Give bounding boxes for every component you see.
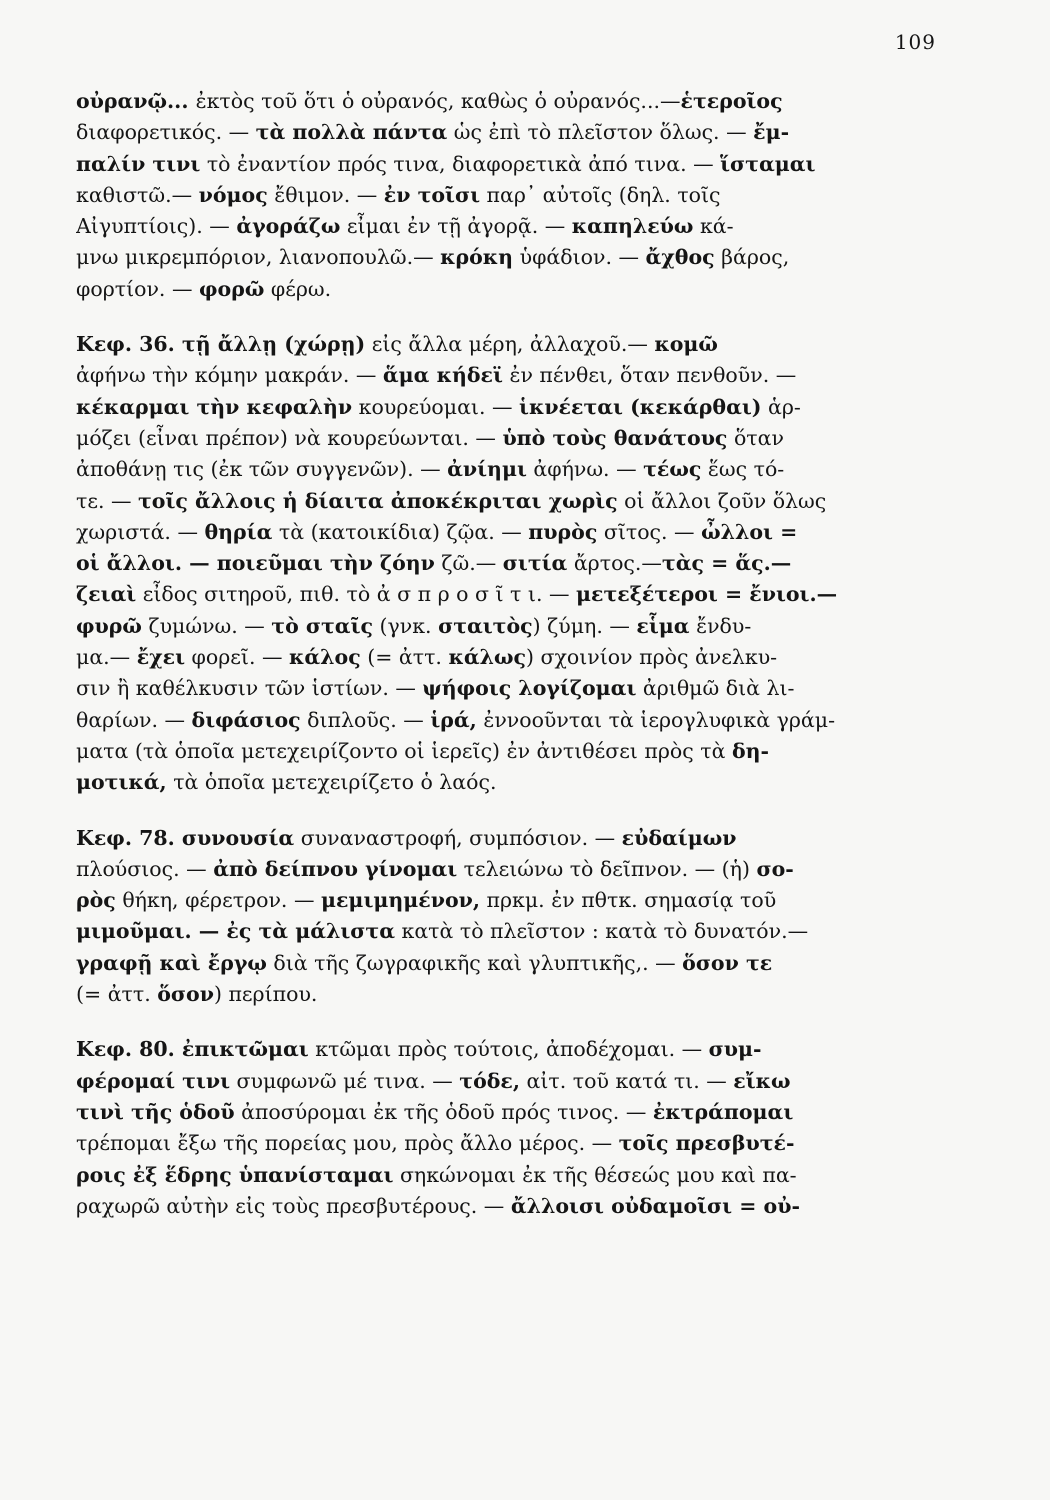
gloss-text: θαρίων. —	[76, 707, 192, 732]
text-line	[76, 979, 936, 1010]
gloss-text: τε. —	[76, 488, 139, 513]
text-line	[76, 948, 936, 979]
headword: εἴκω	[733, 1068, 791, 1093]
headword: ἄλλοισι οὐδαμοῖσι = οὐ-	[510, 1193, 800, 1218]
gloss-text: τελειώνω τὸ δεῖπνον. — (ἡ)	[457, 856, 757, 881]
gloss-text: μα.—	[76, 645, 137, 670]
text-line	[76, 274, 936, 305]
gloss-text: πλούσιος. —	[76, 856, 214, 881]
gloss-text: ὑφάδιον. —	[513, 245, 646, 270]
gloss-text: (= ἀττ.	[360, 645, 449, 670]
gloss-text: Αἰγυπτίοις). —	[76, 214, 237, 239]
headword: συμ-	[708, 1037, 762, 1062]
gloss-text: θήκη, φέρετρον. —	[115, 888, 321, 913]
headword: ἀγοράζω	[236, 214, 341, 239]
text-line	[76, 149, 936, 180]
gloss-text: καθιστῶ.—	[76, 182, 199, 207]
text-line	[76, 885, 936, 916]
gloss-text: ἔνδυ-	[689, 613, 752, 638]
headword: ἀνίημι	[447, 457, 527, 482]
gloss-text: ἀριθμῶ διὰ λι-	[636, 676, 795, 701]
headword: ἵσταμαι	[720, 151, 816, 176]
headword: ἔμ-	[753, 120, 790, 145]
gloss-text: σηκώνομαι ἐκ τῆς θέσεώς μου καὶ πα-	[393, 1162, 797, 1187]
headword: σταιτὸς	[438, 613, 533, 638]
text-line	[76, 611, 936, 642]
headword: κέκαρμαι τὴν κεφαλὴν	[76, 394, 353, 419]
text-line	[76, 1160, 936, 1191]
headword: ἄχθος	[645, 245, 715, 270]
gloss-text: εἰς ἄλλα μέρη, ἀλλαχοῦ.—	[365, 332, 655, 357]
headword: Κεφ. 78. συνουσία	[76, 825, 295, 850]
gloss-text: εἶμαι ἐν τῇ ἀγορᾷ. —	[340, 214, 572, 239]
headword: Κεφ. 80. ἐπικτῶμαι	[76, 1037, 309, 1062]
gloss-text: ὅταν	[727, 425, 784, 450]
text-line	[76, 86, 936, 117]
text-line	[76, 242, 936, 273]
headword: ἐκτράπομαι	[652, 1099, 794, 1124]
headword: μιμοῦμαι. — ἐς τὰ μάλιστα	[76, 919, 395, 944]
headword: τοῖς ἄλλοις ἡ δίαιτα ἀποκέκριται χωρὶς	[138, 488, 618, 513]
headword: φυρῶ	[76, 613, 142, 638]
headword: διφάσιος	[191, 707, 301, 732]
gloss-text: κουρεύομαι. —	[352, 394, 520, 419]
headword: τοῖς πρεσβυτέ-	[618, 1131, 795, 1156]
headword: σιτία	[502, 551, 568, 576]
gloss-text: ἐκτὸς τοῦ ὅτι ὁ οὐρανός, καθὼς ὁ οὐρανός...—	[195, 89, 681, 113]
gloss-text: ἀφήνω. —	[526, 457, 644, 482]
page-number: 109	[894, 30, 936, 54]
text-line	[76, 392, 936, 423]
text-line	[76, 1034, 936, 1065]
headword: σο-	[756, 856, 794, 881]
gloss-text: ἀποθάνῃ τις (ἐκ τῶν συγγενῶν). —	[76, 457, 448, 482]
gloss-text: ὡς ἐπὶ τὸ πλεῖστον ὅλως. —	[447, 120, 754, 145]
text-line	[76, 642, 936, 673]
text-line	[76, 211, 936, 242]
chapter-section	[76, 823, 936, 1011]
text-line	[76, 823, 936, 854]
headword: Κεφ. 36.	[76, 332, 182, 357]
text-line	[76, 1097, 936, 1128]
gloss-text: συμφωνῶ μέ τινα. —	[230, 1068, 460, 1093]
gloss-text: κτῶμαι πρὸς τούτοις, ἀποδέχομαι. —	[308, 1037, 709, 1062]
headword: ἱρά,	[430, 707, 477, 732]
headword: φέρομαί τινι	[76, 1068, 231, 1093]
text-line	[76, 180, 936, 211]
gloss-text: ἄρτος.—	[567, 551, 662, 576]
headword: ὑπὸ τοὺς θανάτους	[502, 425, 728, 450]
text-line	[76, 916, 936, 947]
headword: ὦλλοι =	[701, 519, 798, 544]
headword: ρὸς	[76, 888, 116, 913]
headword: ἔχει	[136, 645, 186, 670]
gloss-text: (= ἀττ.	[76, 982, 158, 1007]
text-line	[76, 360, 936, 391]
headword: ἑτεροῖος	[680, 89, 783, 113]
headword: τινὶ τῆς ὁδοῦ	[76, 1099, 235, 1124]
headword: τόδε,	[459, 1068, 521, 1093]
headword: κάλος	[289, 645, 361, 670]
gloss-text: ) περίπου.	[213, 982, 318, 1007]
gloss-text: ζυμώνω. —	[141, 613, 272, 638]
headword: ψήφοις λογίζομαι	[422, 676, 637, 701]
headword: τὸ σταῖς	[271, 613, 373, 638]
text-line	[76, 548, 936, 579]
headword: οἱ ἄλλοι. — ποιεῦμαι τὴν ζόην	[76, 551, 435, 576]
headword: καπηλεύω	[571, 214, 694, 239]
headword: μοτικά,	[76, 770, 167, 795]
gloss-text: διὰ τῆς ζωγραφικῆς καὶ γλυπτικῆς,. —	[266, 950, 683, 975]
gloss-text: σῖτος. —	[597, 519, 702, 544]
headword: δη-	[731, 738, 770, 763]
headword: θηρία	[204, 519, 273, 544]
headword: μετεξέτεροι = ἔνιοι.—	[576, 582, 838, 607]
text-line	[76, 705, 936, 736]
headword: ὅσον	[157, 982, 214, 1007]
gloss-text: ραχωρῶ αὐτὴν εἰς τοὺς πρεσβυτέρους. —	[76, 1193, 511, 1218]
gloss-text: πρκμ. ἐν πθτκ. σημασίᾳ τοῦ	[480, 888, 777, 913]
gloss-text: ἁρ-	[761, 394, 801, 419]
gloss-text: ματα (τὰ ὁποῖα μετεχειρίζοντο οἱ ἱερεῖς) ἐν ἀντιθέσει πρὸς τὰ	[76, 738, 732, 763]
gloss-text: φέρω.	[264, 276, 332, 301]
chapter-section	[76, 1034, 936, 1222]
headword: οὐρανῷ...	[76, 89, 196, 113]
section-gap	[76, 1010, 936, 1034]
glossary-text	[76, 86, 936, 1222]
text-line	[76, 1066, 936, 1097]
gloss-text: ἀποσύρομαι ἐκ τῆς ὁδοῦ πρός τινος. —	[234, 1099, 653, 1124]
headword: μεμιμημένον,	[320, 888, 480, 913]
gloss-text: τὸ ἐναντίον πρός τινα, διαφορετικὰ ἀπό τινα. —	[200, 151, 721, 176]
text-line	[76, 423, 936, 454]
gloss-text: ζῶ.—	[434, 551, 503, 576]
gloss-text: τὰ ὁποῖα μετεχειρίζετο ὁ λαός.	[166, 770, 497, 795]
gloss-text: ἐν πένθει, ὅταν πενθοῦν. —	[502, 363, 797, 388]
headword: κομῶ	[654, 332, 718, 357]
headword: ἅμα κήδεϊ	[382, 363, 503, 388]
gloss-text: φορεῖ. —	[185, 645, 290, 670]
headword: παλίν τινι	[76, 151, 201, 176]
gloss-text: διπλοῦς. —	[300, 707, 431, 732]
gloss-text: κά-	[693, 214, 734, 239]
gloss-text: παρ᾽ αὐτοῖς (δηλ. τοῖς	[480, 182, 721, 207]
headword: γραφῇ καὶ ἔργῳ	[76, 950, 267, 975]
gloss-text: ἔθιμον. —	[267, 182, 384, 207]
gloss-text: αἰτ. τοῦ κατά τι. —	[520, 1068, 734, 1093]
gloss-text: ) ζύμη. —	[532, 613, 637, 638]
text-line	[76, 736, 936, 767]
headword: τὰς = ἅς.—	[661, 551, 792, 576]
headword: ἱκνέεται (κεκάρθαι)	[519, 394, 762, 419]
gloss-text: ἕως τό-	[701, 457, 785, 482]
section-gap	[76, 799, 936, 823]
gloss-text: ἐννοοῦνται τὰ ἱερογλυφικὰ γράμ-	[476, 707, 836, 732]
text-line	[76, 854, 936, 885]
gloss-text: τὰ (κατοικίδια) ζῷα. —	[272, 519, 529, 544]
gloss-text: (γνκ.	[373, 613, 439, 638]
chapter-section	[76, 86, 936, 305]
text-line	[76, 329, 936, 360]
headword: ζειαὶ	[76, 582, 137, 607]
headword: κρόκη	[440, 245, 514, 270]
gloss-text: φορτίον. —	[76, 276, 199, 301]
gloss-text: διαφορετικός. —	[76, 120, 256, 145]
text-line	[76, 579, 936, 610]
headword: εἷμα	[636, 613, 690, 638]
gloss-text: συναναστροφή, συμπόσιον. —	[294, 825, 622, 850]
gloss-text: βάρος,	[714, 245, 790, 270]
headword: νόμος	[198, 182, 268, 207]
gloss-text: μόζει (εἶναι πρέπον) νὰ κουρεύωνται. —	[76, 425, 503, 450]
text-line	[76, 1191, 936, 1222]
text-line	[76, 673, 936, 704]
gloss-text: μνω μικρεμπόριον, λιανοπουλῶ.—	[76, 245, 441, 270]
gloss-text: ) σχοινίον πρὸς ἀνελκυ-	[525, 645, 778, 670]
gloss-text: σιν ἢ καθέλκυσιν τῶν ἱστίων. —	[76, 676, 423, 701]
text-line	[76, 1128, 936, 1159]
gloss-text: οἱ ἄλλοι ζοῦν ὅλως	[617, 488, 827, 513]
text-line	[76, 517, 936, 548]
headword: τῇ ἄλλῃ (χώρῃ)	[181, 332, 366, 357]
headword: τέως	[643, 457, 702, 482]
headword: ἀπὸ δείπνου γίνομαι	[213, 856, 458, 881]
headword: κάλως	[448, 645, 526, 670]
text-line	[76, 486, 936, 517]
gloss-text: εἶδος σιτηροῦ, πιθ. τὸ ἀ σ π ρ ο σ ῖ τ ι. —	[136, 582, 576, 607]
headword: τὰ πολλὰ πάντα	[255, 120, 448, 145]
headword: ὅσον τε	[682, 950, 773, 975]
gloss-text: ἀφήνω τὴν κόμην μακράν. —	[76, 363, 383, 388]
headword: ἐν τοῖσι	[383, 182, 481, 207]
headword: εὐδαίμων	[621, 825, 737, 850]
text-line	[76, 117, 936, 148]
text-line	[76, 454, 936, 485]
gloss-text: χωριστά. —	[76, 519, 205, 544]
text-line	[76, 767, 936, 798]
chapter-section	[76, 329, 936, 798]
gloss-text: τρέπομαι ἔξω τῆς πορείας μου, πρὸς ἄλλο μέρος. —	[76, 1131, 619, 1156]
headword: πυρὸς	[528, 519, 598, 544]
gloss-text: κατὰ τὸ πλεῖστον : κατὰ τὸ δυνατόν.—	[394, 919, 809, 944]
headword: φορῶ	[198, 276, 265, 301]
section-gap	[76, 305, 936, 329]
headword: ροις ἐξ ἕδρης ὑπανίσταμαι	[76, 1162, 394, 1187]
